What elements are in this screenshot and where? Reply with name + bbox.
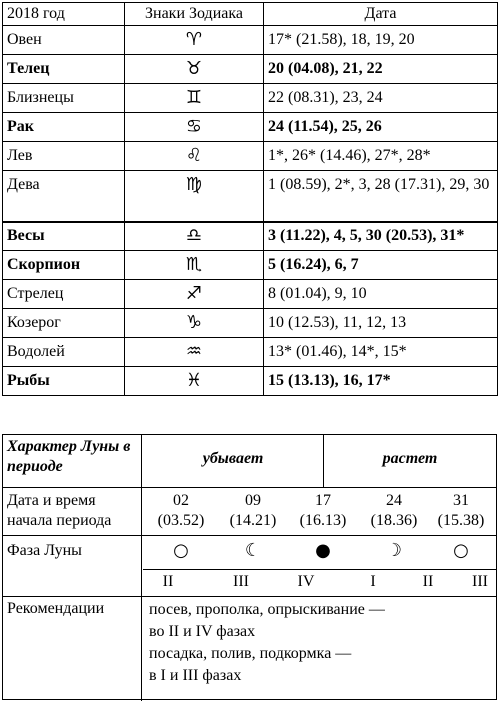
zodiac-sign-icon: ♊ (125, 84, 264, 113)
period-time: (15.38) (437, 512, 485, 529)
sign-name: Дева (3, 171, 125, 222)
moon-character-label: Характер Луны в периоде (7, 438, 131, 475)
zodiac-row (3, 367, 498, 396)
zodiac-sign-icon: ♑ (125, 309, 264, 338)
zodiac-sign-icon: ♋ (125, 113, 264, 142)
waning-crescent-icon: ☾ (244, 540, 262, 561)
period-time: (16.13) (299, 512, 347, 529)
zodiac-sign-icon: ♍ (125, 171, 264, 222)
sign-name: Рыбы (3, 367, 125, 396)
sign-name: Близнецы (3, 84, 125, 113)
phase-number: III (233, 573, 249, 590)
zodiac-row (3, 222, 498, 251)
period-day: 24 (386, 492, 402, 509)
sign-dates: 15 (13.13), 16, 17* (264, 367, 498, 396)
zodiac-row (3, 84, 498, 113)
zodiac-sign-icon: ♒ (125, 338, 264, 367)
full-moon-icon: ○ (173, 540, 189, 561)
waning-label: убывает (202, 450, 264, 467)
recommendation-line: во II и IV фазах (149, 623, 256, 640)
sign-name: Козерог (3, 309, 125, 338)
zodiac-row (3, 338, 498, 367)
sign-name: Водолей (3, 338, 125, 367)
zodiac-sign-icon: ♓ (125, 367, 264, 396)
sign-name: Весы (3, 222, 125, 251)
zodiac-row (3, 142, 498, 171)
phase-number: III (472, 573, 488, 590)
sign-dates: 1*, 26* (14.46), 27*, 28* (264, 142, 498, 171)
zodiac-row (3, 26, 498, 55)
zodiac-header-row (3, 3, 498, 26)
new-moon-icon: ● (315, 540, 331, 561)
zodiac-table (2, 2, 498, 396)
sign-dates: 8 (01.04), 9, 10 (264, 280, 498, 309)
period-time: (03.52) (157, 512, 205, 529)
sign-dates: 13* (01.46), 14*, 15* (264, 338, 498, 367)
sign-dates: 22 (08.31), 23, 24 (264, 84, 498, 113)
sign-dates: 20 (04.08), 21, 22 (264, 55, 498, 84)
recommendation-line: посадка, полив, подкормка — (149, 645, 352, 662)
zodiac-row (3, 251, 498, 280)
phase-number: IV (297, 573, 315, 590)
sign-dates: 1 (08.59), 2*, 3, 28 (17.31), 29, 30 (264, 171, 498, 222)
sign-name: Овен (3, 26, 125, 55)
full-moon-icon: ○ (453, 540, 469, 561)
sign-dates: 3 (11.22), 4, 5, 30 (20.53), 31* (264, 222, 498, 251)
period-time: (14.21) (229, 512, 277, 529)
zodiac-row (3, 309, 498, 338)
zodiac-sign-icon: ♐ (125, 280, 264, 309)
sign-dates: 24 (11.54), 25, 26 (264, 113, 498, 142)
recommendation-line: в I и III фазах (149, 667, 242, 684)
waxing-crescent-icon: ☽ (385, 540, 403, 561)
waxing-label: растет (382, 450, 438, 467)
sign-name: Телец (3, 55, 125, 84)
period-3 (291, 491, 355, 531)
recommendations-text (149, 599, 489, 687)
zodiac-row (3, 55, 498, 84)
zodiac-row (3, 171, 498, 222)
zodiac-sign-icon: ♉ (125, 55, 264, 84)
zodiac-sign-icon: ♌ (125, 142, 264, 171)
zodiac-row (3, 280, 498, 309)
period-day: 02 (173, 492, 189, 509)
zodiac-row (3, 113, 498, 142)
period-5 (429, 491, 493, 531)
sign-name: Стрелец (3, 280, 125, 309)
recommendations-label: Рекомендации (7, 600, 105, 617)
zodiac-sign-icon: ♎ (125, 222, 264, 251)
header-signs: Знаки Зодиака (125, 3, 264, 26)
moon-phase-label: Фаза Луны (7, 542, 82, 559)
period-day: 09 (245, 492, 261, 509)
period-time: (18.36) (370, 512, 418, 529)
period-2 (221, 491, 285, 531)
sign-name: Рак (3, 113, 125, 142)
zodiac-sign-icon: ♈ (125, 26, 264, 55)
header-year: 2018 год (3, 3, 125, 26)
sign-dates: 10 (12.53), 11, 12, 13 (264, 309, 498, 338)
sign-dates: 17* (21.58), 18, 19, 20 (264, 26, 498, 55)
phase-number: II (422, 573, 434, 590)
period-1 (151, 491, 211, 531)
sign-dates: 5 (16.24), 6, 7 (264, 251, 498, 280)
zodiac-sign-icon: ♏ (125, 251, 264, 280)
period-day: 31 (453, 492, 469, 509)
sign-name: Скорпион (3, 251, 125, 280)
phase-number: I (370, 573, 376, 590)
sign-name: Лев (3, 142, 125, 171)
date-time-label: Дата и время начала периода (7, 492, 112, 529)
moon-table (2, 434, 497, 700)
phase-number: II (162, 573, 174, 590)
period-day: 17 (315, 492, 331, 509)
period-4 (362, 491, 426, 531)
header-date: Дата (264, 3, 498, 26)
recommendation-line: посев, прополка, опрыскивание — (149, 601, 385, 618)
